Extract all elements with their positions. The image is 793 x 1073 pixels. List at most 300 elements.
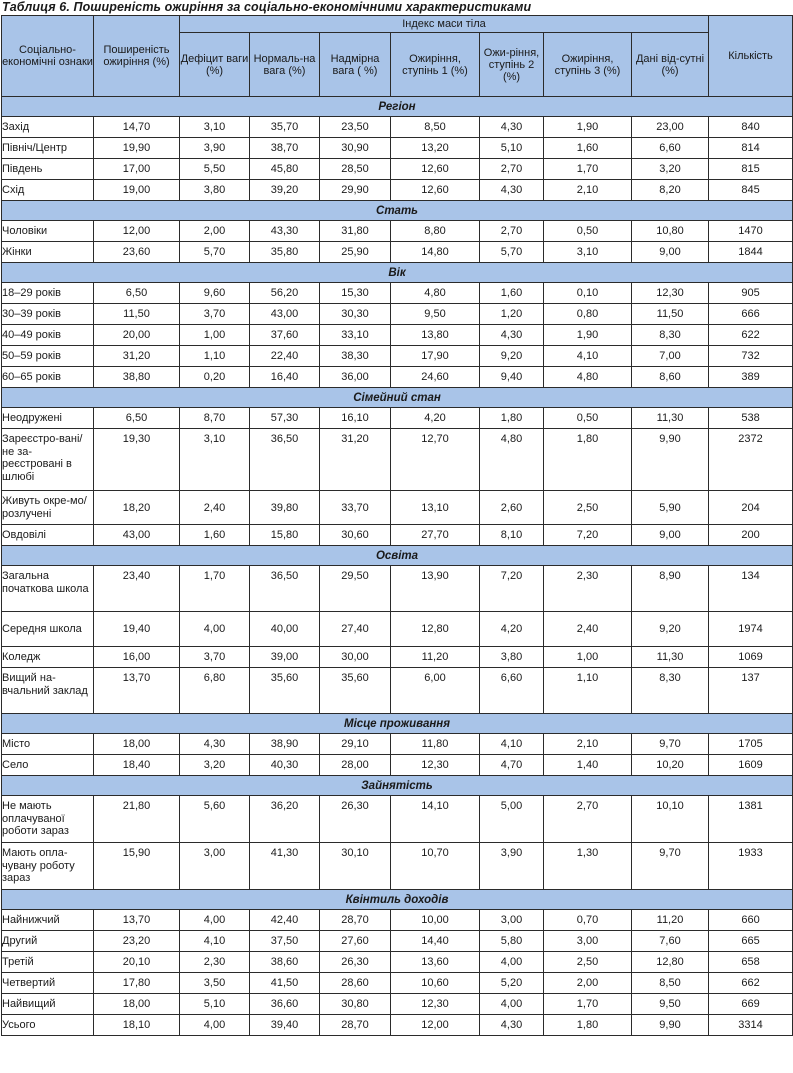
table-cell: 9,00 (632, 525, 709, 546)
table-cell: 10,80 (632, 221, 709, 242)
table-cell: 11,20 (632, 910, 709, 931)
section-header (2, 776, 793, 796)
header-normal: Нормаль-на вага (%) (250, 33, 320, 97)
table-cell: 27,60 (320, 931, 391, 952)
table-cell: 23,40 (94, 566, 180, 612)
table-cell: 14,70 (94, 117, 180, 138)
table-cell: 28,60 (320, 973, 391, 994)
row-label: 30–39 років (2, 304, 94, 325)
section-header (2, 714, 793, 734)
table-cell: 3,00 (180, 843, 250, 890)
table-row (2, 117, 793, 138)
table-cell: 1,30 (544, 843, 632, 890)
table-cell: 3,10 (180, 117, 250, 138)
table-cell: 38,30 (320, 346, 391, 367)
table-cell: 35,60 (320, 668, 391, 714)
table-cell: 11,30 (632, 408, 709, 429)
table-row (2, 796, 793, 843)
table-cell: 2,00 (180, 221, 250, 242)
table-cell: 39,00 (250, 647, 320, 668)
table-cell: 43,00 (94, 525, 180, 546)
table-cell: 17,80 (94, 973, 180, 994)
row-label: Коледж (2, 647, 94, 668)
table-cell: 3,80 (480, 647, 544, 668)
table-cell: 4,30 (480, 117, 544, 138)
table-cell: 658 (709, 952, 793, 973)
row-label: Усього (2, 1015, 94, 1036)
table-cell: 19,40 (94, 612, 180, 647)
table-cell: 9,60 (180, 283, 250, 304)
table-cell: 10,00 (391, 910, 480, 931)
table-cell: 8,20 (632, 180, 709, 201)
table-cell: 0,10 (544, 283, 632, 304)
table-cell: 1,60 (180, 525, 250, 546)
table-cell: 2,50 (544, 952, 632, 973)
table-row (2, 952, 793, 973)
table-caption: Таблиця 6. Поширеність ожиріння за соціально-економічними характеристиками (2, 0, 532, 14)
table-cell: 12,60 (391, 180, 480, 201)
table-cell: 7,00 (632, 346, 709, 367)
table-cell: 4,80 (391, 283, 480, 304)
table-cell: 38,90 (250, 734, 320, 755)
table-cell: 1,60 (480, 283, 544, 304)
table-body (2, 97, 793, 1036)
table-cell: 3,20 (180, 755, 250, 776)
table-cell: 1,00 (544, 647, 632, 668)
table-cell: 8,70 (180, 408, 250, 429)
table-row (2, 755, 793, 776)
table-cell: 40,30 (250, 755, 320, 776)
table-cell: 1933 (709, 843, 793, 890)
header-overweight: Надмірна вага ( %) (320, 33, 391, 97)
table-cell: 9,40 (480, 367, 544, 388)
table-cell: 4,10 (480, 734, 544, 755)
table-cell: 5,90 (632, 491, 709, 525)
table-cell: 8,50 (391, 117, 480, 138)
table-cell: 18,40 (94, 755, 180, 776)
table-cell: 11,50 (94, 304, 180, 325)
table-cell: 25,90 (320, 242, 391, 263)
table-cell: 8,30 (632, 668, 709, 714)
table-cell: 23,50 (320, 117, 391, 138)
obesity-prevalence-table (1, 15, 793, 1036)
table-cell: 4,00 (480, 952, 544, 973)
row-label: 40–49 років (2, 325, 94, 346)
table-cell: 2,40 (180, 491, 250, 525)
section-title: Місце проживання (2, 714, 793, 734)
section-header (2, 546, 793, 566)
row-label: Другий (2, 931, 94, 952)
table-cell: 11,20 (391, 647, 480, 668)
table-cell: 38,70 (250, 138, 320, 159)
row-label: 60–65 років (2, 367, 94, 388)
table-cell: 12,00 (391, 1015, 480, 1036)
table-cell: 16,00 (94, 647, 180, 668)
section-title: Вік (2, 263, 793, 283)
table-cell: 3,10 (180, 429, 250, 491)
table-cell: 14,80 (391, 242, 480, 263)
row-label: Неодружені (2, 408, 94, 429)
table-cell: 7,60 (632, 931, 709, 952)
row-label: Зареєстро-вані/не за-реєстровані в шлюбі (2, 429, 94, 491)
table-cell: 28,00 (320, 755, 391, 776)
table-cell: 4,70 (480, 755, 544, 776)
table-cell: 845 (709, 180, 793, 201)
table-cell: 14,40 (391, 931, 480, 952)
table-cell: 30,30 (320, 304, 391, 325)
row-label: Найнижчий (2, 910, 94, 931)
table-row (2, 325, 793, 346)
section-header (2, 263, 793, 283)
table-cell: 3,10 (544, 242, 632, 263)
table-cell: 1,70 (544, 159, 632, 180)
table-cell: 20,00 (94, 325, 180, 346)
table-cell: 24,60 (391, 367, 480, 388)
row-label: 50–59 років (2, 346, 94, 367)
table-cell: 8,30 (632, 325, 709, 346)
table-cell: 39,80 (250, 491, 320, 525)
table-cell: 23,60 (94, 242, 180, 263)
table-cell: 9,20 (480, 346, 544, 367)
table-cell: 9,20 (632, 612, 709, 647)
table-cell: 4,30 (480, 180, 544, 201)
header-obesity-1: Ожиріння, ступінь 1 (%) (391, 33, 480, 97)
table-row (2, 647, 793, 668)
table-cell: 666 (709, 304, 793, 325)
table-cell: 662 (709, 973, 793, 994)
table-cell: 622 (709, 325, 793, 346)
table-row (2, 408, 793, 429)
table-cell: 1,80 (544, 429, 632, 491)
table-cell: 39,40 (250, 1015, 320, 1036)
table-cell: 1,00 (180, 325, 250, 346)
row-label: Третій (2, 952, 94, 973)
table-cell: 3,50 (180, 973, 250, 994)
table-cell: 42,40 (250, 910, 320, 931)
table-cell: 2,30 (544, 566, 632, 612)
table-cell: 1,70 (180, 566, 250, 612)
table-cell: 4,20 (480, 612, 544, 647)
table-cell: 2,50 (544, 491, 632, 525)
row-label: Найвищий (2, 994, 94, 1015)
table-cell: 18,00 (94, 734, 180, 755)
table-cell: 389 (709, 367, 793, 388)
row-label: Жінки (2, 242, 94, 263)
table-cell: 2,70 (544, 796, 632, 843)
section-header (2, 97, 793, 117)
section-title: Стать (2, 201, 793, 221)
table-row (2, 242, 793, 263)
table-cell: 2,40 (544, 612, 632, 647)
row-label: Живуть окре-мо/розлучені (2, 491, 94, 525)
table-cell: 36,60 (250, 994, 320, 1015)
table-cell: 3,90 (180, 138, 250, 159)
table-row (2, 973, 793, 994)
table-cell: 11,30 (632, 647, 709, 668)
table-cell: 2,70 (480, 159, 544, 180)
table-cell: 19,90 (94, 138, 180, 159)
table-cell: 17,90 (391, 346, 480, 367)
table-row (2, 612, 793, 647)
section-title: Сімейний стан (2, 388, 793, 408)
header-missing: Дані від-сутні (%) (632, 33, 709, 97)
table-cell: 15,80 (250, 525, 320, 546)
table-row (2, 910, 793, 931)
table-cell: 5,50 (180, 159, 250, 180)
table-cell: 6,00 (391, 668, 480, 714)
table-cell: 29,90 (320, 180, 391, 201)
table-cell: 9,90 (632, 1015, 709, 1036)
table-cell: 5,20 (480, 973, 544, 994)
row-label: Загальна початкова школа (2, 566, 94, 612)
table-cell: 9,50 (391, 304, 480, 325)
row-label: Південь (2, 159, 94, 180)
table-cell: 56,20 (250, 283, 320, 304)
table-cell: 1381 (709, 796, 793, 843)
table-cell: 3314 (709, 1015, 793, 1036)
table-cell: 15,90 (94, 843, 180, 890)
table-row (2, 843, 793, 890)
section-title: Квінтиль доходів (2, 890, 793, 910)
table-cell: 6,60 (480, 668, 544, 714)
table-cell: 9,70 (632, 843, 709, 890)
table-row (2, 525, 793, 546)
table-cell: 7,20 (480, 566, 544, 612)
table-cell: 1,70 (544, 994, 632, 1015)
row-label: Село (2, 755, 94, 776)
table-cell: 13,80 (391, 325, 480, 346)
table-cell: 4,10 (180, 931, 250, 952)
table-cell: 1,10 (180, 346, 250, 367)
table-cell: 21,80 (94, 796, 180, 843)
table-cell: 13,90 (391, 566, 480, 612)
table-cell: 35,70 (250, 117, 320, 138)
header-prevalence: Поширеність ожиріння (%) (94, 16, 180, 97)
table-row (2, 180, 793, 201)
table-cell: 19,30 (94, 429, 180, 491)
table-cell: 9,70 (632, 734, 709, 755)
table-cell: 3,20 (632, 159, 709, 180)
table-cell: 8,80 (391, 221, 480, 242)
table-cell: 9,50 (632, 994, 709, 1015)
table-cell: 20,10 (94, 952, 180, 973)
table-cell: 4,30 (180, 734, 250, 755)
table-cell: 10,20 (632, 755, 709, 776)
table-row (2, 668, 793, 714)
table-row (2, 491, 793, 525)
table-cell: 0,50 (544, 408, 632, 429)
table-cell: 12,30 (391, 994, 480, 1015)
table-cell: 1,80 (480, 408, 544, 429)
table-cell: 12,60 (391, 159, 480, 180)
header-bmi-group: Індекс маси тіла (180, 16, 709, 33)
row-label: Не мають оплачуваної роботи зараз (2, 796, 94, 843)
section-header (2, 388, 793, 408)
table-cell: 43,30 (250, 221, 320, 242)
table-cell: 36,50 (250, 566, 320, 612)
table-row (2, 283, 793, 304)
table-row (2, 159, 793, 180)
table-cell: 8,90 (632, 566, 709, 612)
row-label: Четвертий (2, 973, 94, 994)
table-cell: 0,50 (544, 221, 632, 242)
table-cell: 538 (709, 408, 793, 429)
table-cell: 4,00 (180, 1015, 250, 1036)
table-cell: 23,20 (94, 931, 180, 952)
header-count: Кількість (709, 16, 793, 97)
table-cell: 7,20 (544, 525, 632, 546)
table-row (2, 566, 793, 612)
header-obesity-3: Ожиріння, ступінь 3 (%) (544, 33, 632, 97)
table-row (2, 138, 793, 159)
table-cell: 19,00 (94, 180, 180, 201)
table-cell: 137 (709, 668, 793, 714)
table-cell: 2,30 (180, 952, 250, 973)
table-cell: 4,30 (480, 1015, 544, 1036)
table-cell: 8,10 (480, 525, 544, 546)
table-cell: 4,20 (391, 408, 480, 429)
table-row (2, 346, 793, 367)
table-cell: 840 (709, 117, 793, 138)
table-cell: 9,00 (632, 242, 709, 263)
table-cell: 5,60 (180, 796, 250, 843)
table-cell: 11,80 (391, 734, 480, 755)
table-cell: 5,10 (180, 994, 250, 1015)
table-cell: 16,10 (320, 408, 391, 429)
table-cell: 23,00 (632, 117, 709, 138)
table-cell: 1844 (709, 242, 793, 263)
table-cell: 5,80 (480, 931, 544, 952)
table-cell: 0,80 (544, 304, 632, 325)
table-cell: 1705 (709, 734, 793, 755)
table-cell: 6,50 (94, 283, 180, 304)
row-label: Схід (2, 180, 94, 201)
table-cell: 1,40 (544, 755, 632, 776)
table-cell: 3,00 (544, 931, 632, 952)
table-cell: 40,00 (250, 612, 320, 647)
table-cell: 814 (709, 138, 793, 159)
table-cell: 31,20 (320, 429, 391, 491)
table-row (2, 429, 793, 491)
table-cell: 12,80 (391, 612, 480, 647)
row-label: Місто (2, 734, 94, 755)
table-cell: 10,10 (632, 796, 709, 843)
table-cell: 1,60 (544, 138, 632, 159)
section-header (2, 201, 793, 221)
table-cell: 13,70 (94, 668, 180, 714)
table-cell: 43,00 (250, 304, 320, 325)
table-cell: 2372 (709, 429, 793, 491)
table-cell: 4,00 (180, 910, 250, 931)
table-cell: 3,80 (180, 180, 250, 201)
table-row (2, 931, 793, 952)
table-cell: 27,40 (320, 612, 391, 647)
table-cell: 10,70 (391, 843, 480, 890)
table-cell: 4,80 (544, 367, 632, 388)
table-cell: 16,40 (250, 367, 320, 388)
row-label: Чоловіки (2, 221, 94, 242)
table-cell: 22,40 (250, 346, 320, 367)
table-cell: 732 (709, 346, 793, 367)
table-cell: 10,60 (391, 973, 480, 994)
table-cell: 12,70 (391, 429, 480, 491)
table-cell: 905 (709, 283, 793, 304)
header-characteristics: Соціально-економічні ознаки (2, 16, 94, 97)
table-cell: 660 (709, 910, 793, 931)
table-cell: 57,30 (250, 408, 320, 429)
table-cell: 134 (709, 566, 793, 612)
table-cell: 2,10 (544, 734, 632, 755)
table-cell: 31,80 (320, 221, 391, 242)
table-cell: 200 (709, 525, 793, 546)
row-label: Середня школа (2, 612, 94, 647)
table-cell: 2,60 (480, 491, 544, 525)
table-cell: 12,30 (632, 283, 709, 304)
table-cell: 18,10 (94, 1015, 180, 1036)
table-cell: 4,10 (544, 346, 632, 367)
table-cell: 815 (709, 159, 793, 180)
table-cell: 39,20 (250, 180, 320, 201)
table-cell: 665 (709, 931, 793, 952)
table-cell: 1,20 (480, 304, 544, 325)
table-cell: 28,50 (320, 159, 391, 180)
table-cell: 18,20 (94, 491, 180, 525)
section-title: Регіон (2, 97, 793, 117)
table-cell: 1974 (709, 612, 793, 647)
table-cell: 2,00 (544, 973, 632, 994)
table-cell: 669 (709, 994, 793, 1015)
table-cell: 29,50 (320, 566, 391, 612)
row-label: Овдовілі (2, 525, 94, 546)
table-cell: 2,10 (544, 180, 632, 201)
table-cell: 30,60 (320, 525, 391, 546)
table-cell: 1,90 (544, 117, 632, 138)
table-cell: 9,90 (632, 429, 709, 491)
table-cell: 8,60 (632, 367, 709, 388)
table-cell: 3,00 (480, 910, 544, 931)
table-row (2, 994, 793, 1015)
table-cell: 1,80 (544, 1015, 632, 1036)
table-cell: 33,10 (320, 325, 391, 346)
table-cell: 35,80 (250, 242, 320, 263)
table-row (2, 304, 793, 325)
table-cell: 35,60 (250, 668, 320, 714)
table-cell: 45,80 (250, 159, 320, 180)
table-cell: 13,10 (391, 491, 480, 525)
table-cell: 30,10 (320, 843, 391, 890)
table-cell: 8,50 (632, 973, 709, 994)
section-title: Освіта (2, 546, 793, 566)
table-cell: 204 (709, 491, 793, 525)
table-cell: 6,80 (180, 668, 250, 714)
table-cell: 13,20 (391, 138, 480, 159)
section-title: Зайнятість (2, 776, 793, 796)
table-cell: 12,30 (391, 755, 480, 776)
table-cell: 0,20 (180, 367, 250, 388)
table-cell: 5,00 (480, 796, 544, 843)
table-cell: 15,30 (320, 283, 391, 304)
table-cell: 30,00 (320, 647, 391, 668)
header-obesity-2: Ожи-ріння, ступінь 2 (%) (480, 33, 544, 97)
table-cell: 26,30 (320, 796, 391, 843)
row-label: Вищий на-вчальний заклад (2, 668, 94, 714)
table-row (2, 1015, 793, 1036)
table-cell: 12,80 (632, 952, 709, 973)
table-cell: 2,70 (480, 221, 544, 242)
table-row (2, 221, 793, 242)
table-cell: 1069 (709, 647, 793, 668)
table-cell: 1609 (709, 755, 793, 776)
